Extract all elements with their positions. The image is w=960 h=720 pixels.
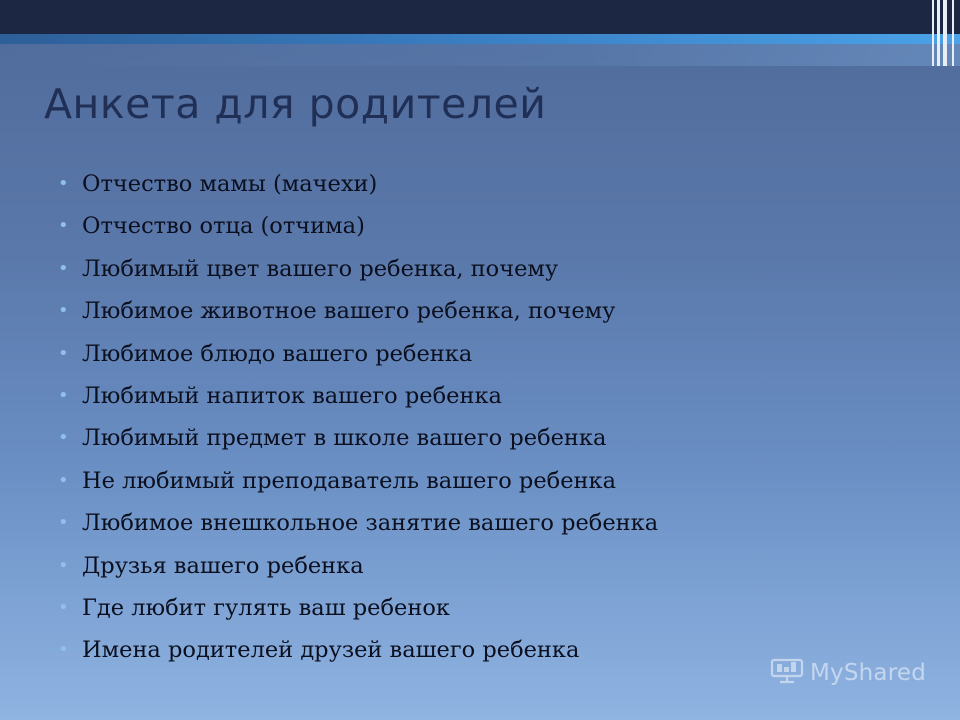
bullet-icon: • (58, 257, 69, 279)
list-item (58, 545, 658, 587)
header-band (0, 44, 960, 66)
question-list (58, 163, 658, 672)
list-item-text: Любимый цвет вашего ребенка, почему (82, 255, 559, 282)
list-item-text: Любимый предмет в школе вашего ребенка (82, 425, 607, 452)
list-item (58, 205, 658, 247)
list-item-text: Любимое внешкольное занятие вашего ребенка (82, 510, 659, 537)
list-item (58, 163, 658, 205)
bullet-icon: • (58, 300, 69, 322)
list-item-text: Имена родителей друзей вашего ребенка (82, 637, 580, 664)
bullet-icon: • (58, 342, 69, 364)
bullet-icon: • (58, 554, 69, 576)
list-item-text: Любимое животное вашего ребенка, почему (82, 298, 616, 325)
corner-decoration (926, 0, 960, 66)
bullet-icon: • (58, 215, 69, 237)
slide-title: Анкета для родителей (44, 80, 547, 128)
bullet-icon: • (58, 384, 69, 406)
list-item-text: Друзья вашего ребенка (82, 552, 364, 579)
list-item-text: Любимый напиток вашего ребенка (82, 382, 502, 409)
bullet-icon: • (58, 639, 69, 661)
bullet-icon: • (58, 173, 69, 194)
list-item-text: Где любит гулять ваш ребенок (82, 594, 450, 621)
list-item-text: Любимое блюдо вашего ребенка (82, 340, 473, 367)
bullet-icon: • (58, 427, 69, 449)
list-item (58, 290, 658, 332)
presentation-icon (770, 658, 804, 688)
list-item-text: Отчество мамы (мачехи) (82, 171, 378, 197)
accent-stripe (0, 34, 960, 44)
bullet-icon: • (58, 512, 69, 534)
list-item (58, 417, 658, 459)
watermark (770, 658, 926, 688)
top-bar (0, 0, 960, 34)
list-item (58, 502, 658, 544)
watermark-text: MyShared (809, 660, 926, 686)
list-item (58, 629, 658, 671)
list-item-text: Отчество отца (отчима) (82, 213, 365, 240)
list-item (58, 587, 658, 629)
list-item (58, 333, 658, 375)
list-item (58, 248, 658, 290)
bullet-icon: • (58, 469, 69, 491)
list-item-text: Не любимый преподаватель вашего ребенка (82, 467, 616, 494)
bullet-icon: • (58, 596, 69, 618)
list-item (58, 460, 658, 502)
list-item (58, 375, 658, 417)
